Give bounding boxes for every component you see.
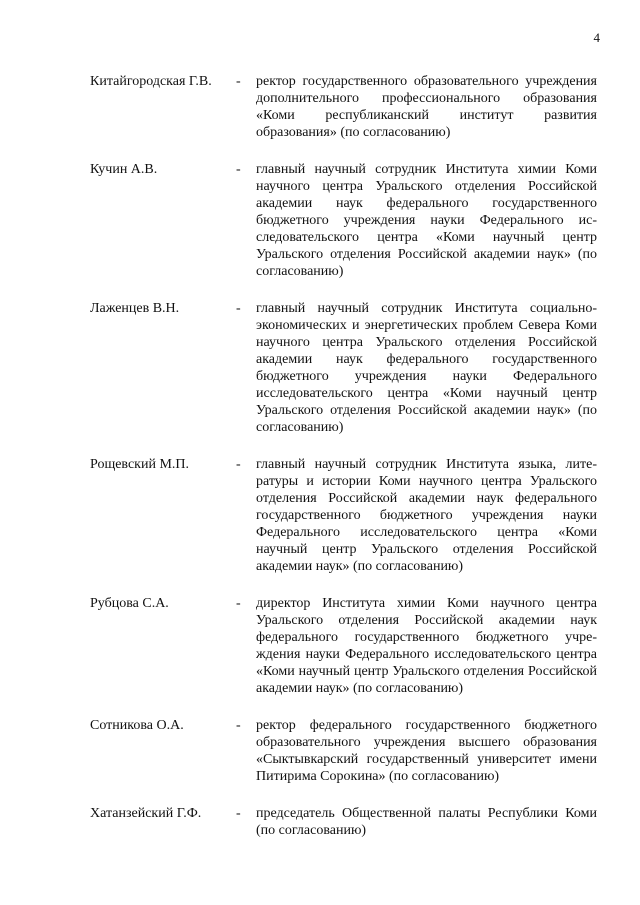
- member-entry: [0, 717, 640, 785]
- member-position: главный научный сотрудник Института языка, литературы и истории Коми научного центра Уральского отделения Российской академии наук федерального государственного бюджетного учреждения науки Федерального исследовательского центра «Коми научный центр Уральского отделения Российской академии наук» (по согласованию): [256, 457, 597, 574]
- member-name: Китайгородская Г.В.: [90, 74, 212, 89]
- member-entry: [0, 595, 640, 697]
- member-name: Сотникова О.А.: [90, 718, 184, 733]
- member-entry: [0, 161, 640, 280]
- member-name: Рубцова С.А.: [90, 596, 169, 611]
- member-entry: [0, 456, 640, 575]
- member-entry: [0, 805, 640, 839]
- dash-separator: -: [236, 457, 241, 472]
- dash-separator: -: [236, 806, 241, 821]
- member-position: главный научный сотрудник Института химии Коми научного центра Уральского отделения Российской академии наук федерального государственного бюджетного учреждения науки Федерального исследовательского центра «Коми научный центр Уральского отделения Российской академии наук» (по согласованию): [256, 162, 597, 279]
- dash-separator: -: [236, 596, 241, 611]
- member-name: Кучин А.В.: [90, 162, 158, 177]
- member-position: ректор федерального государственного бюджетного образовательного учреждения высшего образования «Сыктывкарский государственный университет имени Питирима Сорокина» (по согласованию): [256, 718, 597, 784]
- member-position: ректор государственного образовательного учреждения дополнительного профессионального образования «Коми республиканский институт развития образования» (по согласованию): [256, 74, 597, 140]
- member-entry: [0, 300, 640, 436]
- member-name: Рощевский М.П.: [90, 457, 190, 472]
- member-name: Хатанзейский Г.Ф.: [90, 806, 202, 821]
- dash-separator: -: [236, 718, 241, 733]
- member-position: главный научный сотрудник Института социально-экономических и энергетических проблем Севера Коми научного центра Уральского отделения Российской академии наук федерального государственного бюджетного учреждения науки Федерального исследовательского центра «Коми научный центр Уральского отделения Российской академии наук» (по согласованию): [256, 301, 597, 435]
- member-list: [0, 73, 640, 859]
- dash-separator: -: [236, 301, 241, 316]
- page-number: 4: [593, 30, 600, 45]
- dash-separator: -: [236, 74, 241, 89]
- member-entry: [0, 73, 640, 141]
- member-name: Лаженцев В.Н.: [90, 301, 180, 316]
- member-position: председатель Общественной палаты Республики Коми (по согласованию): [256, 806, 597, 838]
- member-position: директор Института химии Коми научного центра Уральского отделения Российской академии наук федерального государственного бюджетного учреждения науки Федерального исследовательского центра «Коми научный центр Уральского отделения Российской академии наук» (по согласованию): [256, 596, 597, 696]
- dash-separator: -: [236, 162, 241, 177]
